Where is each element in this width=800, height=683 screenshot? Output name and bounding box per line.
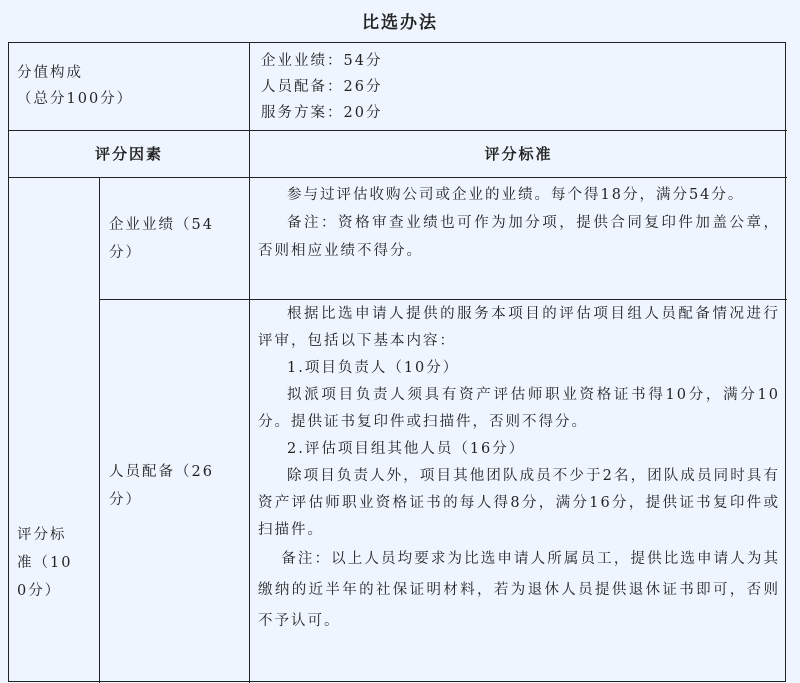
standard-paragraph: 备注：以上人员均要求为比选申请人所属员工，提供比选申请人为其缴纳的近半年的社保证明材料，若为退休人员提供退休证书即可，否则不予认可。 <box>258 551 780 629</box>
factor-personnel <box>109 458 249 514</box>
score-item: 人员配备：26分 <box>261 79 383 95</box>
score-composition-label-line2: （总分100分） <box>17 91 134 107</box>
standard-paragraph: 参与过评估收购公司或企业的业绩。每个得18分，满分54分。 <box>287 187 745 203</box>
header-standard: 评分标准 <box>484 145 553 163</box>
category-line: 0分） <box>17 583 62 599</box>
score-item: 企业业绩：54分 <box>261 53 383 69</box>
category-line: 评分标 <box>17 527 67 543</box>
page-title: 比选办法 <box>362 13 438 33</box>
category-label <box>17 521 97 605</box>
standard-paragraph: 根据比选申请人提供的服务本项目的评估项目组人员配备情况进行评审，包括以下基本内容： <box>258 306 780 349</box>
scoring-table <box>8 42 786 682</box>
standard-enterprise-performance <box>258 181 780 265</box>
divider <box>9 130 787 131</box>
factor-line: 分） <box>109 245 142 261</box>
category-line: 准（10 <box>17 555 73 571</box>
score-item: 服务方案：20分 <box>261 105 383 121</box>
factor-line: 人员配备（26 <box>109 464 214 480</box>
score-composition-label-line1: 分值构成 <box>17 65 83 81</box>
divider <box>99 177 100 683</box>
standard-paragraph: 1.项目负责人（10分） <box>287 360 460 376</box>
factor-line: 分） <box>109 492 142 508</box>
score-composition-items <box>261 48 781 126</box>
divider <box>99 299 787 300</box>
standard-personnel <box>258 301 780 637</box>
standard-paragraph: 2.评估项目组其他人员（16分） <box>287 441 526 457</box>
divider <box>9 177 787 178</box>
standard-paragraph: 备注：资格审查业绩也可作为加分项，提供合同复印件加盖公章，否则相应业绩不得分。 <box>258 215 780 259</box>
standard-paragraph: 除项目负责人外，项目其他团队成员不少于2名，团队成员同时具有资产评估师职业资格证书的每人得8分，满分16分，提供证书复印件或扫描件。 <box>258 468 780 538</box>
divider <box>249 43 250 683</box>
factor-line: 企业业绩（54 <box>109 217 214 233</box>
factor-enterprise-performance <box>109 211 249 267</box>
score-composition-label <box>17 60 247 112</box>
standard-paragraph: 拟派项目负责人须具有资产评估师职业资格证书得10分，满分10分。提供证书复印件或扫描件，否则不得分。 <box>258 387 780 430</box>
header-factor: 评分因素 <box>94 145 163 163</box>
